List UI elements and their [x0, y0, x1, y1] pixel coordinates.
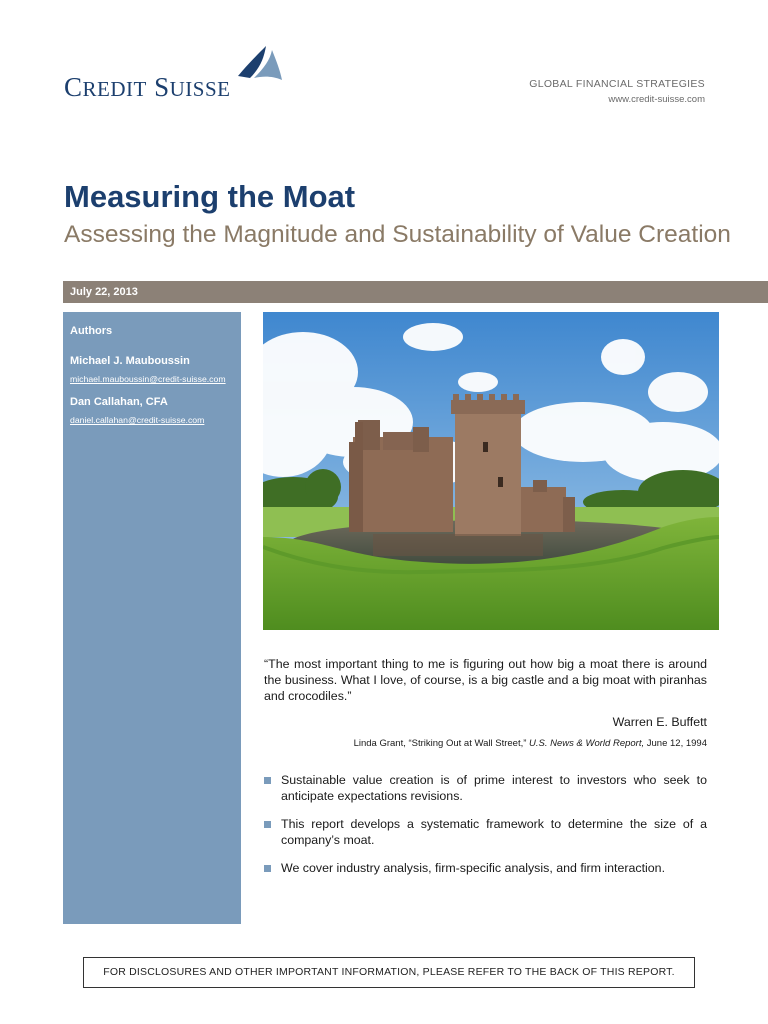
square-bullet-icon: [264, 777, 271, 784]
logo-wordmark: CREDIT SUISSE: [64, 72, 231, 102]
report-date: July 22, 2013: [70, 286, 138, 298]
section-label: GLOBAL FINANCIAL STRATEGIES: [529, 78, 705, 90]
list-item: [264, 860, 707, 876]
date-bar: [63, 281, 768, 303]
credit-suisse-logo: [64, 46, 284, 102]
castle-moat-photo: [263, 312, 719, 630]
list-item: [264, 816, 707, 848]
author-email-link[interactable]: daniel.callahan@credit-suisse.com: [70, 415, 205, 425]
quote-source-prefix: Linda Grant, “Striking Out at Wall Street,”: [353, 738, 527, 749]
page-title: Measuring the Moat: [64, 179, 356, 214]
disclosure-text: FOR DISCLOSURES AND OTHER IMPORTANT INFORMATION, PLEASE REFER TO THE BACK OF THIS REPORT.: [103, 966, 675, 978]
bullet-text: We cover industry analysis, firm-specific analysis, and firm interaction.: [281, 861, 666, 875]
quote-source-date: June 12, 1994: [646, 738, 707, 749]
bullet-text: Sustainable value creation is of prime interest to investors who seek to anticipate expectations revisions.: [281, 773, 707, 803]
website-link[interactable]: www.credit-suisse.com: [608, 94, 705, 105]
authors-heading: Authors: [70, 325, 113, 337]
quote-author: Warren E. Buffett: [612, 715, 707, 729]
authors-sidebar: [63, 312, 241, 924]
header-right: [529, 78, 705, 105]
bullet-text: This report develops a systematic framework to determine the size of a company’s moat.: [281, 817, 707, 847]
disclosure-box: [83, 957, 695, 988]
sail-logo-icon: [236, 46, 282, 82]
quote-source-publication: U.S. News & World Report,: [529, 738, 645, 749]
buffett-quote: “The most important thing to me is figuring out how big a moat there is around the business. What I love, of course, is a big castle and a big moat with piranhas and crocodiles.”: [264, 657, 707, 703]
square-bullet-icon: [264, 821, 271, 828]
page-subtitle: Assessing the Magnitude and Sustainability of Value Creation: [64, 221, 731, 248]
square-bullet-icon: [264, 865, 271, 872]
author-name: Dan Callahan, CFA: [70, 396, 168, 408]
summary-bullets: [264, 772, 707, 888]
author-email-link[interactable]: michael.mauboussin@credit-suisse.com: [70, 374, 226, 384]
author-name: Michael J. Mauboussin: [70, 355, 190, 367]
quote-source: [354, 738, 707, 749]
list-item: [264, 772, 707, 804]
